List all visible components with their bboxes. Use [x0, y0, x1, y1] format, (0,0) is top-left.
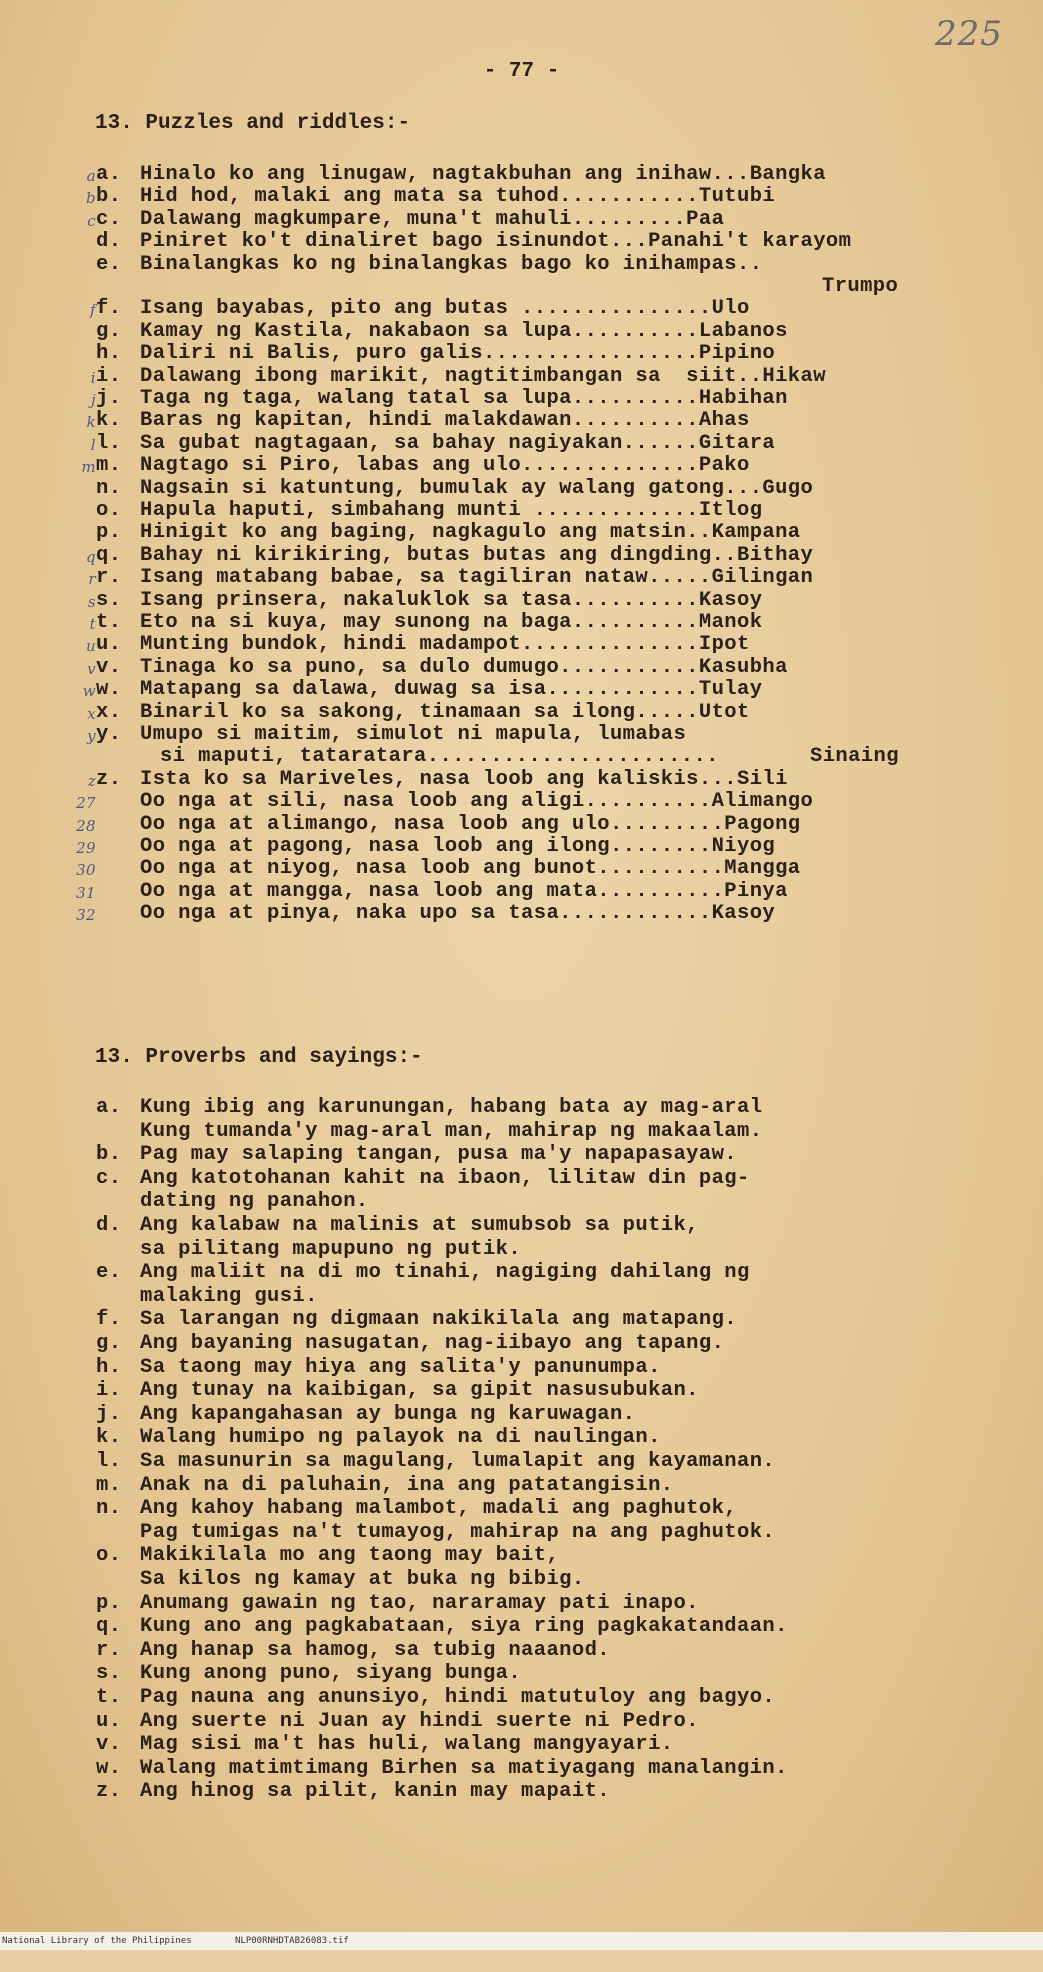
proverb-text: Kung ano ang pagkabataan, siya ring pagkakatandaan. [140, 1615, 788, 1638]
riddle-letter: f. [96, 297, 122, 320]
handwritten-mark: r [88, 570, 96, 588]
riddle-letter: a. [96, 163, 122, 186]
riddle-letter: p. [96, 521, 122, 544]
proverb-text: Anak na di paluhain, ina ang patatangisin. [140, 1474, 674, 1497]
proverb-text: Walang humipo ng palayok na di naulingan. [140, 1426, 661, 1449]
riddle-text: Sa gubat nagtagaan, sa bahay nagiyakan......Gitara [140, 432, 776, 455]
riddle-letter: x. [96, 701, 122, 724]
proverb-text: Ang katotohanan kahit na ibaon, lilitaw din pag- [140, 1167, 750, 1190]
riddle-text: Nagtago si Piro, labas ang ulo..............Pako [140, 454, 750, 477]
handwritten-mark: j [90, 391, 96, 409]
proverb-text: Ang kahoy habang malambot, madali ang paghutok, [140, 1497, 737, 1520]
riddle-text: Ista ko sa Mariveles, nasa loob ang kaliskis...Sili [140, 768, 788, 791]
proverb-text: Pag tumigas na't tumayog, mahirap na ang paghutok. [140, 1521, 776, 1544]
handwritten-mark: u [85, 637, 96, 655]
riddle-text: Dalawang magkumpare, muna't mahuli.........Paa [140, 208, 725, 231]
riddle-letter: w. [96, 678, 122, 701]
riddle-text: Oo nga at pinya, naka upo sa tasa............Kasoy [140, 902, 776, 925]
proverb-text: Anumang gawain ng tao, nararamay pati inapo. [140, 1592, 699, 1615]
riddle-text: Isang prinsera, nakaluklok sa tasa..........Kasoy [140, 589, 763, 612]
proverb-letter: f. [96, 1308, 122, 1331]
riddle-text: Tinaga ko sa puno, sa dulo dumugo...........Kasubha [140, 656, 788, 679]
riddle-text: Baras ng kapitan, hindi malakdawan..........Ahas [140, 409, 750, 432]
proverb-text: Ang kapangahasan ay bunga ng karuwagan. [140, 1403, 636, 1426]
proverb-letter: e. [96, 1261, 122, 1284]
proverb-letter: r. [96, 1639, 122, 1662]
proverb-letter: o. [96, 1544, 122, 1567]
handwritten-mark: y [87, 727, 96, 745]
handwritten-mark: a [86, 167, 96, 185]
riddle-text: Binaril ko sa sakong, tinamaan sa ilong.....Utot [140, 701, 750, 724]
riddle-letter: j. [96, 387, 122, 410]
proverb-text: Kung ibig ang karunungan, habang bata ay mag-aral [140, 1096, 763, 1119]
riddle-text: Taga ng taga, walang tatal sa lupa..........Habihan [140, 387, 788, 410]
riddles-heading: 13. Puzzles and riddles:- [95, 112, 411, 135]
proverb-letter: j. [96, 1403, 122, 1426]
proverb-letter: d. [96, 1214, 122, 1237]
handwritten-mark: k [86, 413, 96, 431]
handwritten-mark: f [90, 301, 96, 319]
handwritten-mark: i [90, 369, 96, 387]
handwritten-mark: 28 [76, 817, 96, 835]
handwritten-mark: 30 [76, 861, 96, 879]
proverb-text: Ang kalabaw na malinis at sumubsob sa putik, [140, 1214, 699, 1237]
proverb-text: Kung anong puno, siyang bunga. [140, 1662, 522, 1685]
proverb-letter: k. [96, 1426, 122, 1449]
scan-footer [0, 1932, 1043, 1950]
proverb-letter: g. [96, 1332, 122, 1355]
proverb-text: sa pilitang mapupuno ng putik. [140, 1238, 522, 1261]
proverb-text: dating ng panahon. [140, 1190, 369, 1213]
proverb-text: Ang hanap sa hamog, sa tubig naaanod. [140, 1639, 610, 1662]
proverb-letter: h. [96, 1356, 122, 1379]
riddle-text: Munting bundok, hindi madampot..............Ipot [140, 633, 750, 656]
riddle-letter: r. [96, 566, 122, 589]
proverb-letter: l. [96, 1450, 122, 1473]
riddle-text: Oo nga at niyog, nasa loob ang bunot..........Mangga [140, 857, 801, 880]
proverb-letter: m. [96, 1474, 122, 1497]
riddle-letter: g. [96, 320, 122, 343]
riddle-letter: e. [96, 253, 122, 276]
riddle-answer: Sinaing [810, 745, 899, 768]
riddle-letter: l. [96, 432, 122, 455]
riddle-text: Hinigit ko ang baging, nagkagulo ang matsin..Kampana [140, 521, 801, 544]
riddle-letter: y. [96, 723, 122, 746]
riddle-text: Binalangkas ko ng binalangkas bago ko inihampas.. [140, 253, 763, 276]
handwritten-mark: w [82, 682, 96, 700]
handwritten-mark: 27 [76, 794, 96, 812]
riddle-text: Oo nga at alimango, nasa loob ang ulo.........Pagong [140, 813, 801, 836]
proverb-letter: s. [96, 1662, 122, 1685]
proverb-letter: v. [96, 1733, 122, 1756]
handwritten-mark: 32 [76, 906, 96, 924]
proverb-text: Makikilala mo ang taong may bait, [140, 1544, 560, 1567]
page-number: - 77 - [483, 60, 560, 83]
handwritten-mark: b [85, 189, 96, 207]
riddle-text: Daliri ni Balis, puro galis.................Pipino [140, 342, 776, 365]
riddle-letter: h. [96, 342, 122, 365]
riddle-letter: k. [96, 409, 122, 432]
riddle-letter: m. [96, 454, 122, 477]
riddle-text: Isang matabang babae, sa tagiliran nataw.....Gilingan [140, 566, 814, 589]
riddle-answer: Trumpo [822, 275, 899, 298]
riddle-text: Umupo si maitim, simulot ni mapula, lumabas [140, 723, 687, 746]
proverb-letter: t. [96, 1686, 122, 1709]
riddle-letter: s. [96, 589, 122, 612]
handwritten-mark: 29 [76, 839, 96, 857]
riddle-text: Dalawang ibong marikit, nagtitimbangan sa siit..Hikaw [140, 365, 826, 388]
riddle-letter: i. [96, 365, 122, 388]
riddle-letter: q. [96, 544, 122, 567]
proverb-text: Ang suerte ni Juan ay hindi suerte ni Pedro. [140, 1710, 699, 1733]
proverb-letter: c. [96, 1167, 122, 1190]
riddle-text: Hinalo ko ang linugaw, nagtakbuhan ang inihaw...Bangka [140, 163, 826, 186]
riddle-text: Hapula haputi, simbahang munti .............Itlog [140, 499, 763, 522]
footer-library: National Library of the Philippines [2, 1936, 192, 1946]
proverb-text: Kung tumanda'y mag-aral man, mahirap ng makaalam. [140, 1120, 763, 1143]
riddle-text: Nagsain si katuntung, bumulak ay walang gatong...Gugo [140, 477, 814, 500]
proverb-letter: b. [96, 1143, 122, 1166]
proverb-text: Mag sisi ma't has huli, walang mangyayari. [140, 1733, 674, 1756]
proverbs-heading: 13. Proverbs and sayings:- [95, 1046, 423, 1069]
riddle-letter: o. [96, 499, 122, 522]
riddle-text: Eto na si kuya, may sunong na baga..........Manok [140, 611, 763, 634]
proverb-text: Walang matimtimang Birhen sa matiyagang manalangin. [140, 1757, 788, 1780]
riddle-text: Oo nga at pagong, nasa loob ang ilong........Niyog [140, 835, 776, 858]
riddle-text: Isang bayabas, pito ang butas ...............Ulo [140, 297, 750, 320]
riddle-text: Bahay ni kirikiring, butas butas ang dingding..Bithay [140, 544, 814, 567]
proverb-letter: w. [96, 1757, 122, 1780]
proverb-letter: z. [96, 1780, 122, 1803]
riddle-text: Oo nga at mangga, nasa loob ang mata..........Pinya [140, 880, 788, 903]
proverb-text: Ang hinog sa pilit, kanin may mapait. [140, 1780, 610, 1803]
proverb-letter: q. [96, 1615, 122, 1638]
proverb-text: Sa taong may hiya ang salita'y panunumpa. [140, 1356, 661, 1379]
riddle-letter: u. [96, 633, 122, 656]
proverb-text: malaking gusi. [140, 1285, 318, 1308]
proverb-text: Sa masunurin sa magulang, lumalapit ang kayamanan. [140, 1450, 776, 1473]
proverb-text: Ang maliit na di mo tinahi, nagiging dahilang ng [140, 1261, 750, 1284]
proverb-text: Pag may salaping tangan, pusa ma'y napapasayaw. [140, 1143, 737, 1166]
proverb-text: Sa kilos ng kamay at buka ng bibig. [140, 1568, 585, 1591]
riddle-text: Piniret ko't dinaliret bago isinundot...Panahi't karayom [140, 230, 852, 253]
proverb-text: Ang bayaning nasugatan, nag-iibayo ang tapang. [140, 1332, 725, 1355]
handwritten-mark: v [87, 660, 96, 678]
handwritten-mark: m [81, 458, 96, 476]
handwritten-mark: 31 [76, 884, 96, 902]
handwritten-mark: x [87, 705, 96, 723]
handwritten-mark: l [90, 436, 96, 454]
footer-filename: NLP00RNHDTAB26083.tif [235, 1936, 349, 1946]
handwritten-mark: q [85, 548, 96, 566]
proverb-text: Ang tunay na kaibigan, sa gipit nasusubukan. [140, 1379, 699, 1402]
handwritten-mark: t [89, 615, 96, 633]
proverb-letter: i. [96, 1379, 122, 1402]
riddle-letter: b. [96, 185, 122, 208]
handwritten-mark: s [87, 593, 96, 611]
riddle-text-continued: si maputi, tataratara....................... [160, 745, 719, 768]
proverb-text: Sa larangan ng digmaan nakikilala ang matapang. [140, 1308, 737, 1331]
riddle-letter: v. [96, 656, 122, 679]
riddle-letter: z. [96, 768, 122, 791]
riddle-text: Kamay ng Kastila, nakabaon sa lupa..........Labanos [140, 320, 788, 343]
riddle-letter: c. [96, 208, 122, 231]
riddle-letter: t. [96, 611, 122, 634]
handwritten-mark: z [87, 772, 96, 790]
proverb-letter: n. [96, 1497, 122, 1520]
riddle-text: Hid hod, malaki ang mata sa tuhod...........Tutubi [140, 185, 776, 208]
handwritten-page-number: 225 [935, 14, 1003, 54]
handwritten-mark: c [87, 212, 96, 230]
riddle-letter: n. [96, 477, 122, 500]
riddle-text: Oo nga at sili, nasa loob ang aligi..........Alimango [140, 790, 814, 813]
proverb-letter: u. [96, 1710, 122, 1733]
proverb-text: Pag nauna ang anunsiyo, hindi matutuloy ang bagyo. [140, 1686, 776, 1709]
proverb-letter: p. [96, 1592, 122, 1615]
riddle-letter: d. [96, 230, 122, 253]
proverb-letter: a. [96, 1096, 122, 1119]
riddle-text: Matapang sa dalawa, duwag sa isa............Tulay [140, 678, 763, 701]
